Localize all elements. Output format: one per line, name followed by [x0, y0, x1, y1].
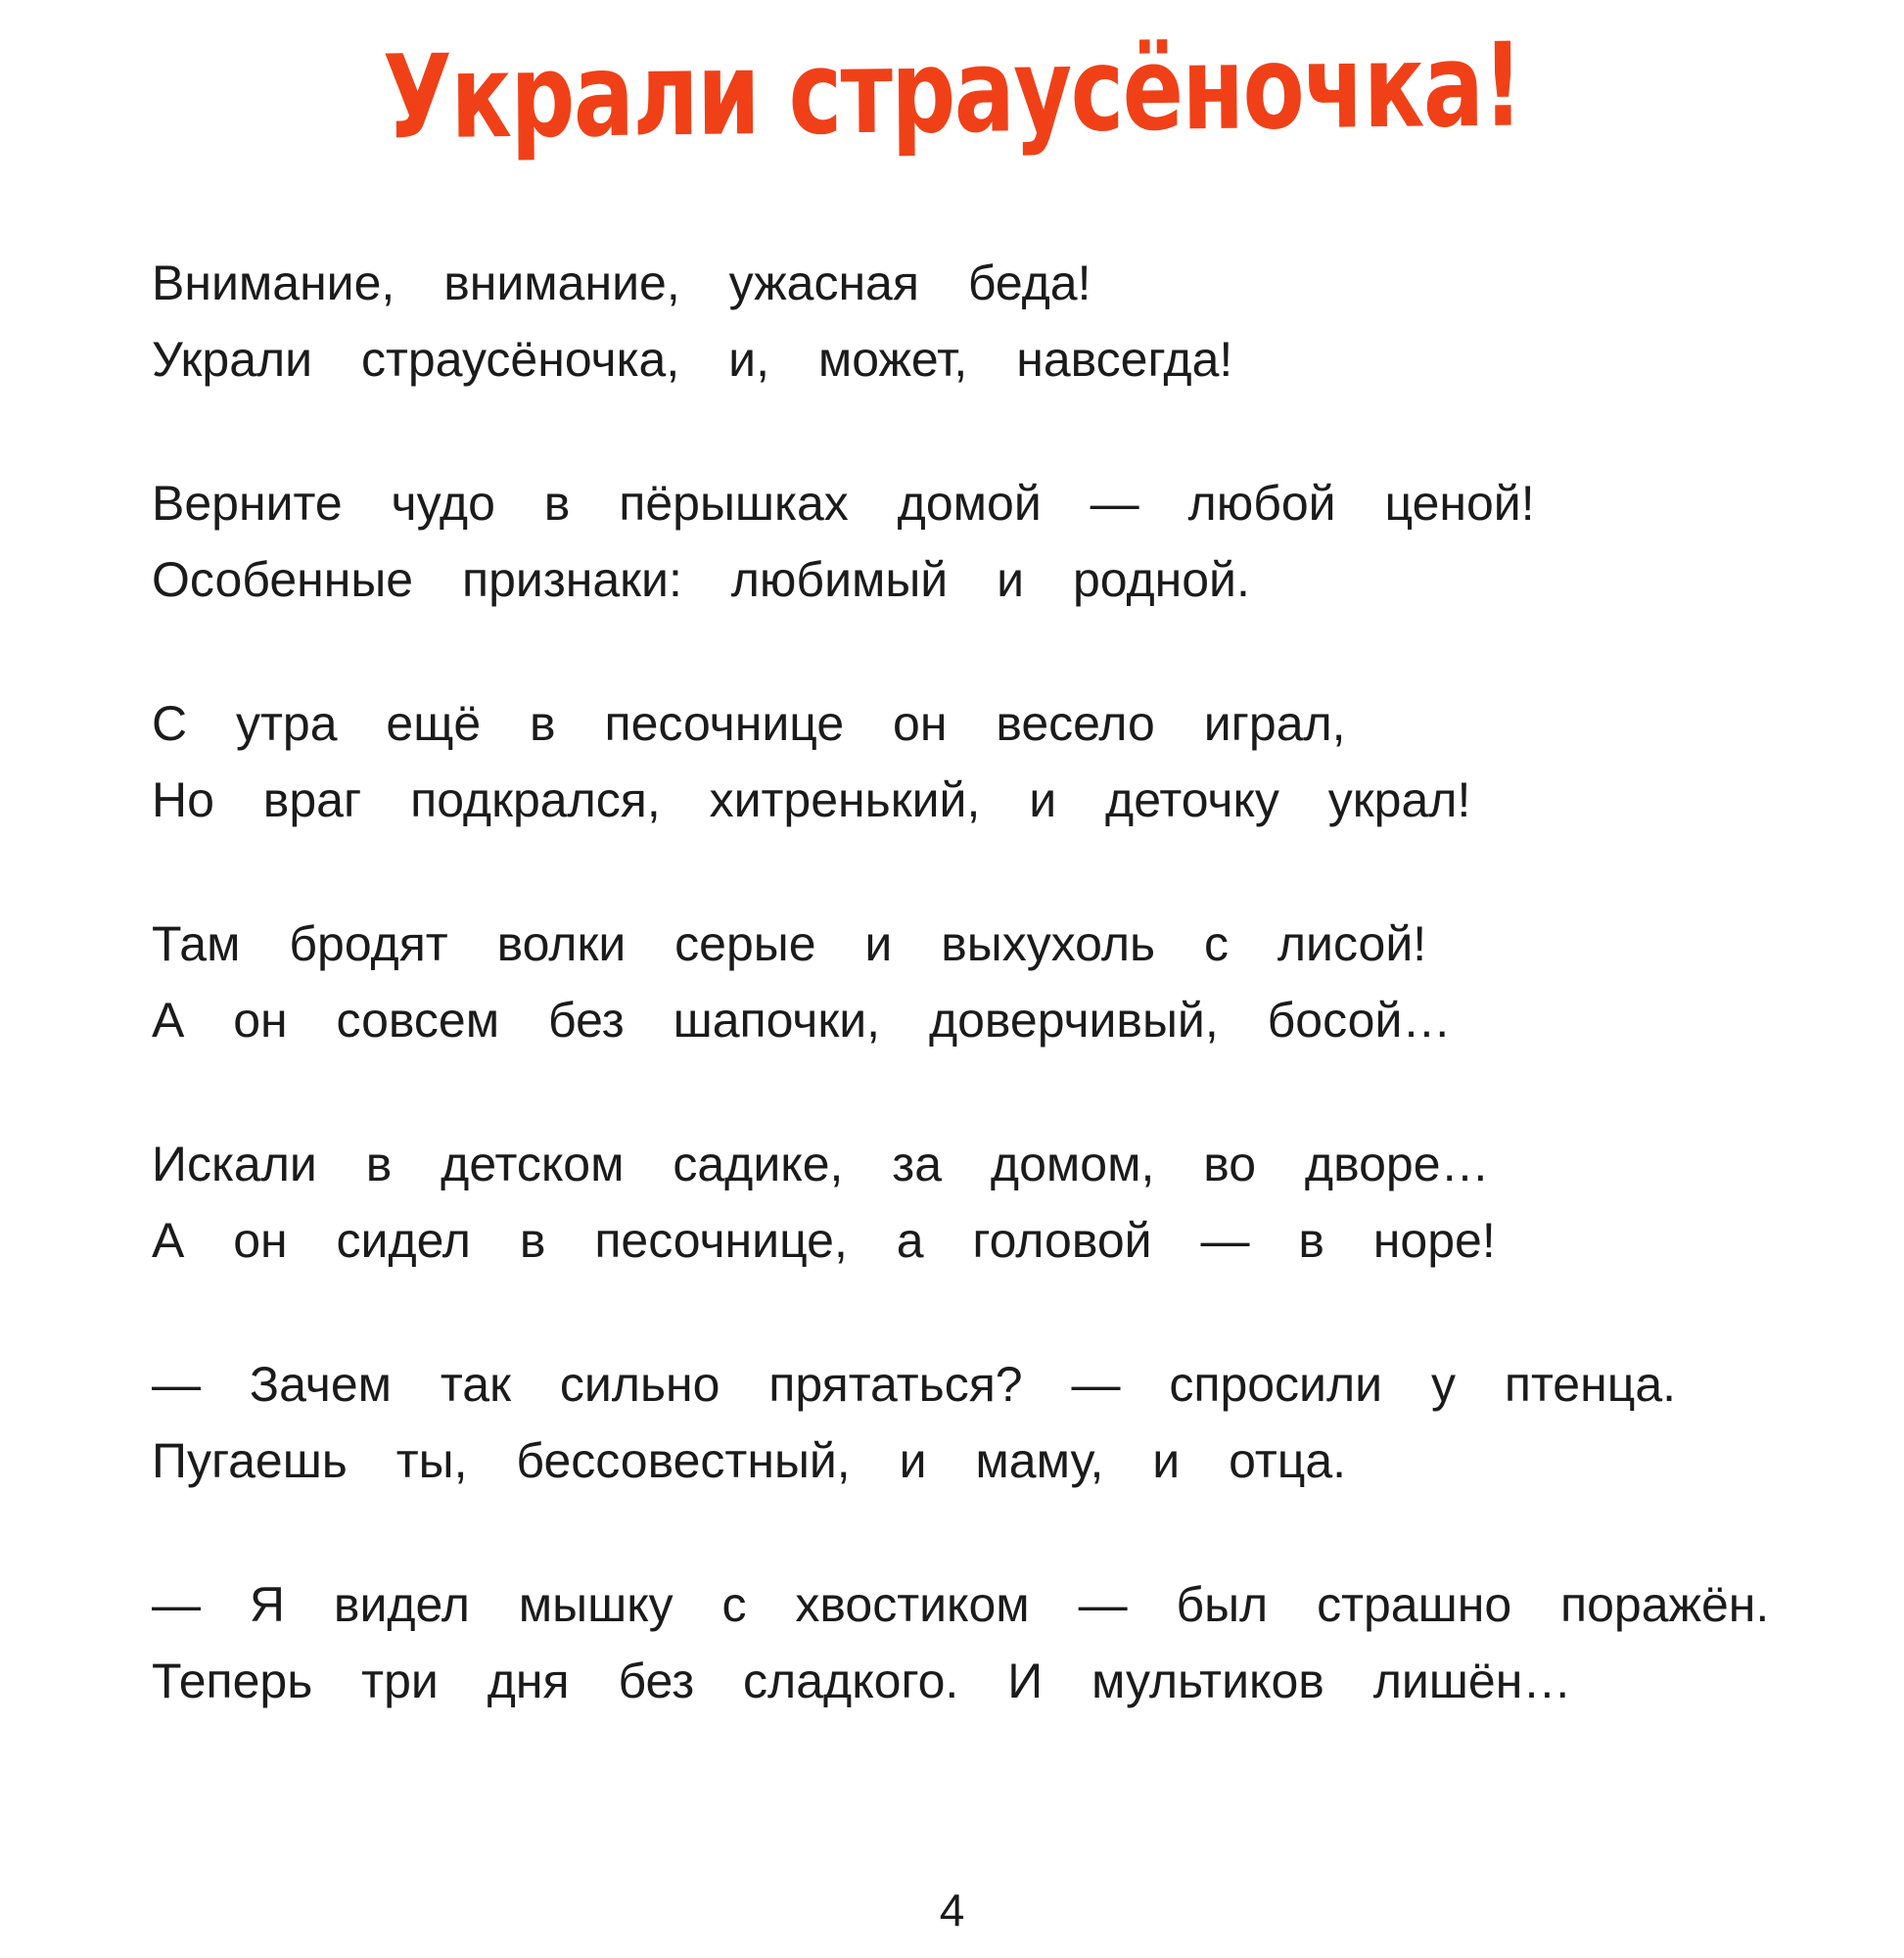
- poem-line: Там бродят волки серые и выхухоль с лисой!: [152, 916, 1427, 971]
- poem-line: Теперь три дня без сладкого. И мультиков лишён…: [152, 1654, 1572, 1708]
- poem-line: Особенные признаки: любимый и родной.: [152, 552, 1250, 607]
- stanza: [152, 1346, 1865, 1499]
- poem-line: С утра ещё в песочнице он весело играл,: [152, 696, 1346, 751]
- stanza: [152, 1566, 1865, 1719]
- poem-line: Украли страусёночка, и, может, навсегда!: [152, 332, 1233, 387]
- poem-line: Искали в детском садике, за домом, во дворе…: [152, 1137, 1490, 1191]
- poem-line: А он сидел в песочнице, а головой — в норе!: [152, 1213, 1496, 1268]
- stanza: [152, 685, 1865, 838]
- poem-line: Внимание, внимание, ужасная беда!: [152, 256, 1091, 310]
- poem-line: Но враг подкрался, хитренький, и деточку украл!: [152, 772, 1471, 827]
- stanza: [152, 465, 1865, 618]
- poem-line: А он совсем без шапочки, доверчивый, босой…: [152, 993, 1452, 1048]
- stanza: [152, 245, 1865, 397]
- stanza: [152, 1126, 1865, 1279]
- stanza: [152, 906, 1865, 1058]
- poem-line: — Зачем так сильно прятаться? — спросили у птенца.: [152, 1357, 1677, 1412]
- page-number: 4: [939, 1885, 965, 1935]
- poem-text: [152, 245, 1865, 1719]
- page-title: [0, 0, 1904, 174]
- page-title-text: Украли страусёночка!: [382, 17, 1522, 165]
- poem-line: Пугаешь ты, бессовестный, и маму, и отца.: [152, 1433, 1347, 1488]
- poem-line: Верните чудо в пёрышках домой — любой ценой!: [152, 476, 1535, 531]
- poem-line: — Я видел мышку с хвостиком — был страшно поражён.: [152, 1577, 1770, 1632]
